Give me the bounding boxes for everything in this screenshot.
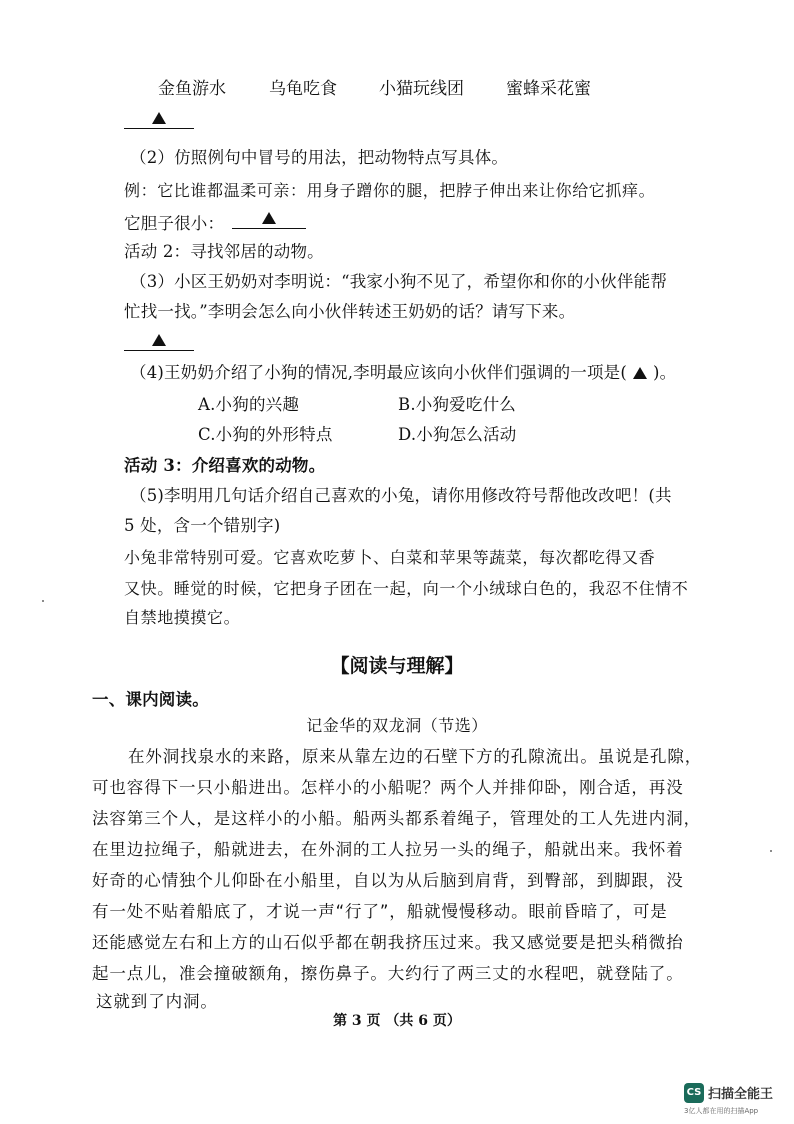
- q5-line-1: （5)李明用几句话介绍自己喜欢的小兔，请你用修改符号帮他改改吧！(共: [130, 486, 672, 505]
- answer-blank-1[interactable]: [124, 108, 194, 129]
- page-footer: 第 3 页 （共 6 页）: [333, 1013, 461, 1029]
- q2-task: 它胆子很小：: [124, 214, 225, 233]
- q4-option-d: D.小狗怎么活动: [398, 425, 517, 444]
- q4-option-b: B.小狗爱吃什么: [398, 395, 516, 414]
- article-line-7: 还能感觉左右和上方的山石似乎都在朝我挤压过来。我又感觉要是把头稍微抬: [92, 933, 684, 952]
- option-bee: 蜜蜂采花蜜: [506, 79, 591, 99]
- article-line-1: 在外洞找泉水的来路，原来从靠左边的石壁下方的孔隙流出。虽说是孔隙，: [128, 747, 703, 766]
- q3-line-1: （3）小区王奶奶对李明说：“我家小狗不见了，希望你和你的小伙伴能帮: [130, 272, 668, 291]
- passage-line-1: 小兔非常特别可爱。它喜欢吃萝卜、白菜和苹果等蔬菜，每次都吃得又香: [124, 548, 656, 567]
- article-line-6: 有一处不贴着船底了，才说一声“行了”，船就慢慢移动。眼前昏暗了，可是: [92, 902, 668, 921]
- article-line-9: 这就到了内洞。: [96, 992, 218, 1011]
- q4-prompt-text: （4)王奶奶介绍了小狗的情况,李明最应该向小伙伴们强调的一项是(: [130, 363, 628, 382]
- scanner-logo-icon: CS: [684, 1083, 704, 1103]
- scan-speck: [770, 850, 772, 852]
- passage-line-3: 自禁地摸摸它。: [124, 608, 241, 627]
- triangle-icon: [262, 212, 276, 224]
- activity-3-heading: 活动 3：介绍喜欢的动物。: [124, 456, 326, 475]
- article-line-3: 法容第三个人，是这样小的小船。船两头都系着绳子，管理处的工人先进内洞，: [92, 809, 701, 828]
- article-line-4: 在里边拉绳子，船就进去，在外洞的工人拉另一头的绳子，船就出来。我怀着: [92, 840, 684, 859]
- activity-2-heading: 活动 2：寻找邻居的动物。: [124, 242, 324, 261]
- q5-line-2: 5 处，含一个错别字): [124, 516, 281, 535]
- answer-blank-2[interactable]: [232, 208, 306, 229]
- q3-line-2: 忙找一找。”李明会怎么向小伙伴转述王奶奶的话？请写下来。: [124, 302, 576, 321]
- scanner-app-name: 扫描全能王: [708, 1087, 774, 1102]
- triangle-icon: [152, 334, 166, 346]
- triangle-icon: [633, 367, 647, 379]
- section-title: 【阅读与理解】: [330, 655, 464, 677]
- q2-prompt: （2）仿照例句中冒号的用法，把动物特点写具体。: [130, 148, 509, 167]
- option-turtle: 乌龟吃食: [269, 79, 337, 99]
- triangle-icon: [152, 112, 166, 124]
- article-line-5: 好奇的心情独个儿仰卧在小船里，自以为从后脑到肩背，到臀部，到脚跟，没: [92, 871, 684, 890]
- answer-blank-3[interactable]: [124, 330, 194, 351]
- part-1-heading: 一、课内阅读。: [92, 690, 209, 709]
- q4-option-c: C.小狗的外形特点: [198, 425, 333, 444]
- q4-option-a: A.小狗的兴趣: [198, 395, 300, 414]
- q2-example: 例：它比谁都温柔可亲：用身子蹭你的腿，把脖子伸出来让你给它抓痒。: [124, 181, 656, 200]
- q4-prompt-close: )。: [653, 363, 677, 382]
- option-cat: 小猫玩线团: [379, 79, 464, 99]
- scan-speck: [42, 600, 44, 602]
- q4-prompt: [130, 359, 676, 383]
- article-line-2: 可也容得下一只小船进出。怎样小的小船呢？两个人并排仰卧，刚合适，再没: [92, 778, 684, 797]
- scanner-tagline: 3亿人都在用的扫描App: [684, 1107, 759, 1115]
- passage-line-2: 又快。睡觉的时候，它把身子团在一起，向一个小绒球白色的，我忍不住情不: [124, 579, 689, 598]
- article-line-8: 起一点儿，准会撞破额角，擦伤鼻子。大约行了两三丈的水程吧，就登陆了。: [92, 964, 684, 983]
- option-goldfish: 金鱼游水: [158, 79, 226, 99]
- article-title: 记金华的双龙洞（节选）: [306, 716, 488, 735]
